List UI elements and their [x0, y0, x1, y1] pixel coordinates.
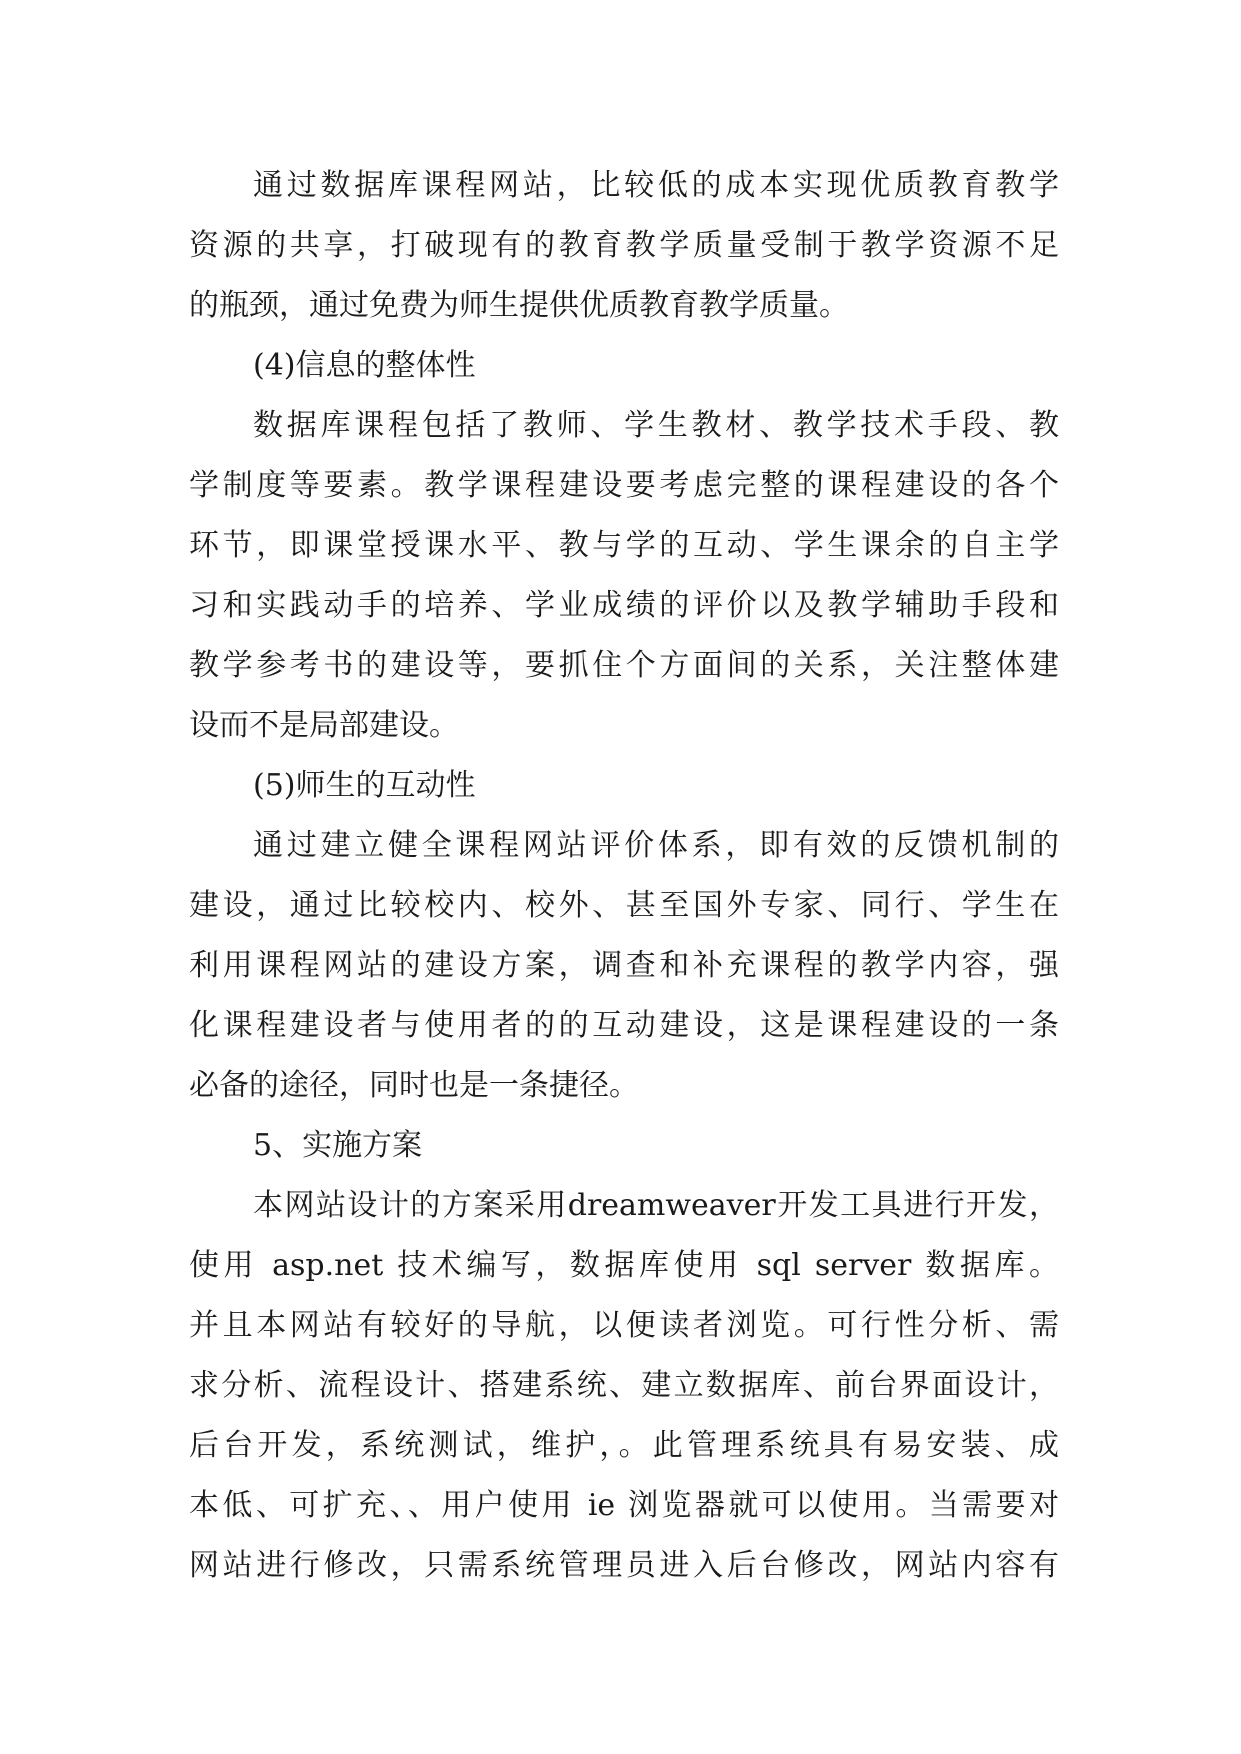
paragraph-line: 数据库课程包括了教师、学生教材、教学技术手段、教 — [253, 408, 1059, 443]
paragraph-line: 通过建立健全课程网站评价体系，即有效的反馈机制的 — [253, 828, 1059, 863]
paragraph-line: 资源的共享，打破现有的教育教学质量受制于教学资源不足 — [189, 228, 1059, 263]
paragraph-line: 使用 asp.net 技术编写，数据库使用 sql server 数据库。 — [189, 1248, 1059, 1283]
paragraph-line: 本网站设计的方案采用dreamweaver开发工具进行开发， — [253, 1188, 1059, 1223]
paragraph-line: 网站进行修改，只需系统管理员进入后台修改，网站内容有 — [189, 1548, 1059, 1583]
section-heading: (5)师生的互动性 — [253, 768, 476, 803]
paragraph-line: 求分析、流程设计、搭建系统、建立数据库、前台界面设计， — [189, 1368, 1059, 1403]
section-heading: 5、实施方案 — [253, 1128, 423, 1163]
paragraph-line: 习和实践动手的培养、学业成绩的评价以及教学辅助手段和 — [189, 588, 1059, 623]
paragraph-line: 化课程建设者与使用者的的互动建设，这是课程建设的一条 — [189, 1008, 1059, 1043]
paragraph-line: 本低、可扩充、、用户使用 ie 浏览器就可以使用。当需要对 — [189, 1488, 1059, 1523]
paragraph-line: 通过数据库课程网站，比较低的成本实现优质教育教学 — [253, 168, 1059, 203]
paragraph-line: 利用课程网站的建设方案，调查和补充课程的教学内容，强 — [189, 948, 1059, 983]
paragraph-line: 后台开发，系统测试，维护，。此管理系统具有易安装、成 — [189, 1428, 1059, 1463]
paragraph-line: 并且本网站有较好的导航，以便读者浏览。可行性分析、需 — [189, 1308, 1059, 1343]
paragraph-line: 学制度等要素。教学课程建设要考虑完整的课程建设的各个 — [189, 468, 1059, 503]
paragraph-line: 必备的途径，同时也是一条捷径。 — [189, 1068, 639, 1103]
paragraph-line: 的瓶颈，通过免费为师生提供优质教育教学质量。 — [189, 288, 849, 323]
paragraph-line: 教学参考书的建设等，要抓住个方面间的关系，关注整体建 — [189, 648, 1059, 683]
paragraph-line: 环节，即课堂授课水平、教与学的互动、学生课余的自主学 — [189, 528, 1059, 563]
section-heading: (4)信息的整体性 — [253, 348, 476, 383]
paragraph-line: 设而不是局部建设。 — [189, 708, 459, 743]
paragraph-line: 建设，通过比较校内、校外、甚至国外专家、同行、学生在 — [189, 888, 1059, 923]
